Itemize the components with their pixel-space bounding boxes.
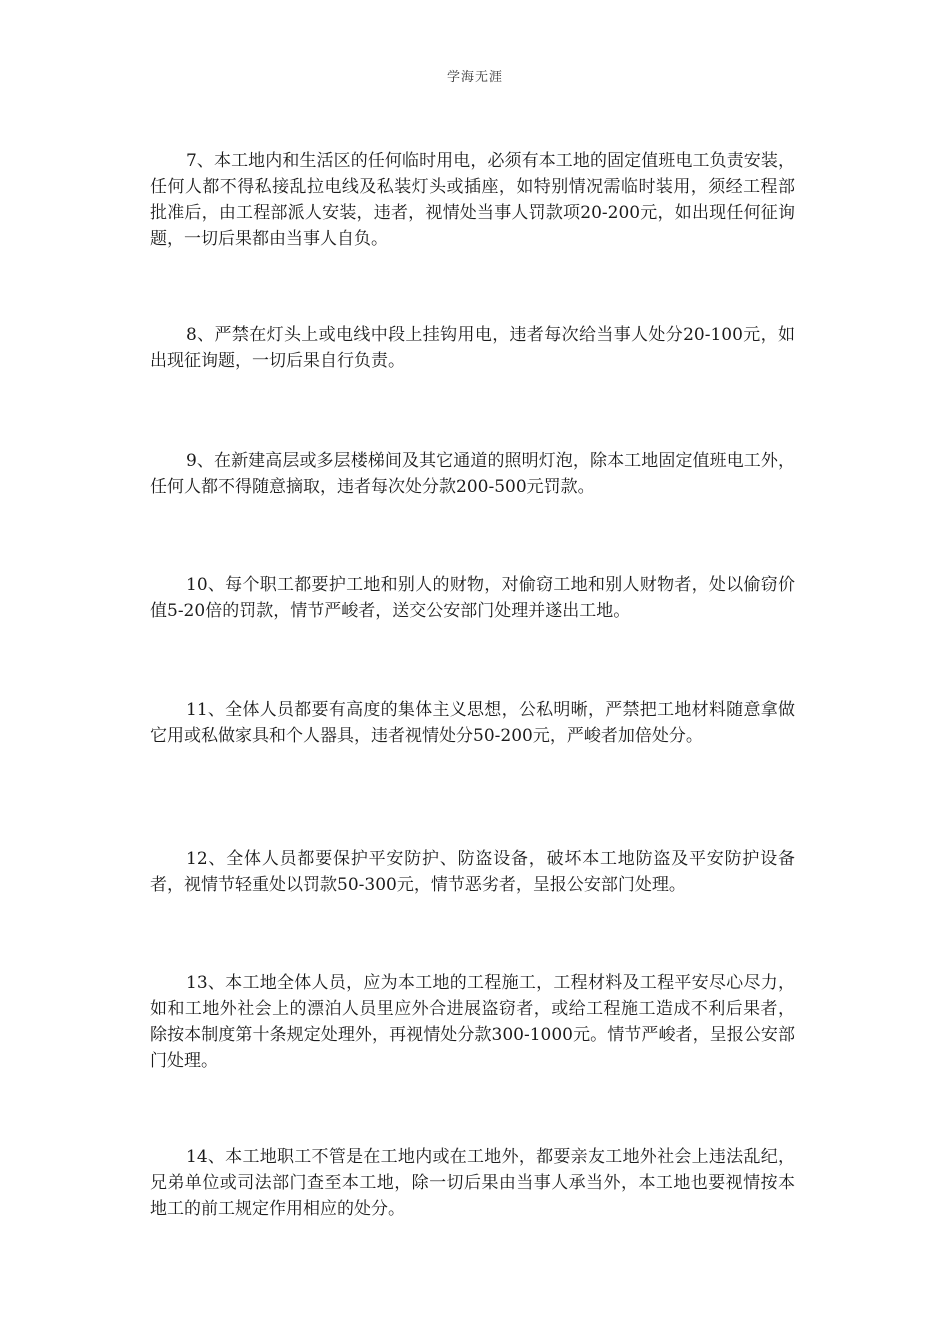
clause-7: 7、本工地内和生活区的任何临时用电，必须有本工地的固定值班电工负责安装，任何人都不得私接乱拉电线及私装灯头或插座，如特别情况需临时装用，须经工程部批准后，由工程部派人安装，违者，视情处当事人罚款项20-200元，如出现任何征询题，一切后果都由当事人自负。 [150, 151, 795, 249]
clause-9: 9、在新建高层或多层楼梯间及其它通道的照明灯泡，除本工地固定值班电工外，任何人都不得随意摘取，违者每次处分款200-500元罚款。 [150, 451, 795, 497]
clause-14: 14、本工地职工不管是在工地内或在工地外，都要亲友工地外社会上违法乱纪，兄弟单位或司法部门查至本工地，除一切后果由当事人承当外，本工地也要视情按本地工的前工规定作用相应的处分。 [150, 1147, 795, 1219]
clause-13: 13、本工地全体人员，应为本工地的工程施工，工程材料及工程平安尽心尽力，如和工地外社会上的漂泊人员里应外合进展盗窃者，或给工程施工造成不利后果者，除按本制度第十条规定处理外，再视情处分款300-1000元。情节严峻者，呈报公安部门处理。 [150, 973, 795, 1071]
clause-10: 10、每个职工都要护工地和别人的财物，对偷窃工地和别人财物者，处以偷窃价值5-20倍的罚款，情节严峻者，送交公安部门处理并遂出工地。 [150, 575, 795, 621]
clause-12: 12、全体人员都要保护平安防护、防盗设备，破坏本工地防盗及平安防护设备者，视情节轻重处以罚款50-300元，情节恶劣者，呈报公安部门处理。 [150, 849, 795, 895]
clause-11: 11、全体人员都要有高度的集体主义思想，公私明晰，严禁把工地材料随意拿做它用或私做家具和个人器具，违者视情处分50-200元，严峻者加倍处分。 [150, 700, 795, 746]
clause-8: 8、严禁在灯头上或电线中段上挂钩用电，违者每次给当事人处分20-100元，如出现征询题，一切后果自行负责。 [150, 325, 795, 371]
page-header: 学海无涯 [446, 70, 503, 85]
